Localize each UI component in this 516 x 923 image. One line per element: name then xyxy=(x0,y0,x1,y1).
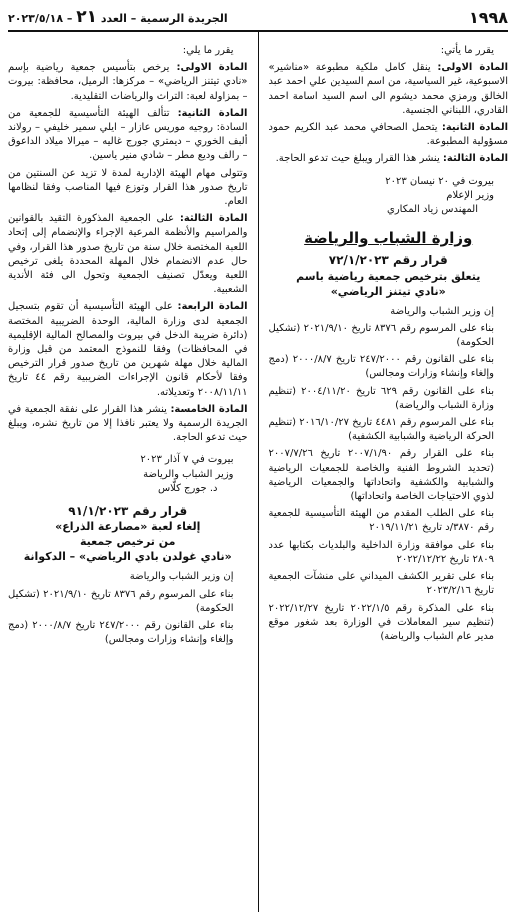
left-decree-sub-3: «نادي غولدن بادي الرياضي» – الدكوانة xyxy=(23,550,232,564)
right-basis-7: بناء على موافقة وزارة الداخلية والبلديات بكتابها عدد ٢٨٠٩ تاريخ ٢٠٢٢/١٢/٢٢ xyxy=(268,539,494,565)
right-place-date: بيروت في ٢٠ نيسان ٢٠٢٣ xyxy=(385,175,494,187)
page-number: ١٩٩٨ xyxy=(468,7,508,27)
left-art5-text: ينشر هذا القرار على نفقة الجمعية في الجريدة الرسمية ولا يعتبر نافذا إلا من تاريخ نشره، ويبلغ حيث تدعو الحاجة. xyxy=(8,403,248,444)
left-article-1 xyxy=(8,61,248,104)
right-art3-text: ينشر هذا القرار ويبلغ حيث تدعو الحاجة. xyxy=(275,153,440,165)
left-art5-label: المادة الخامسة: xyxy=(170,403,248,415)
left-art1-text: يرخص بتأسيس جمعية رياضية بإسم «نادي تيتنز الرياضي» – مركزها: الرميل، محافظة: بيروت – بمزاولة لعبة: التراث والرياضات التقليدية. xyxy=(8,62,248,102)
issue-date: – ٢٠٢٣/٥/١٨ xyxy=(8,12,73,25)
left-column xyxy=(8,32,254,912)
left-art4-label: المادة الرابعة: xyxy=(177,301,248,313)
left-place-date: بيروت في ٧ آذار ٢٠٢٣ xyxy=(140,454,234,466)
right-basis-1: بناء على المرسوم رقم ٨٣٧٦ تاريخ ٢٠٢١/٩/١٠ (تشكيل الحكومة) xyxy=(268,322,494,349)
left-article-5 xyxy=(8,403,248,446)
publication-name: الجريدة الرسمية – العدد xyxy=(100,12,228,25)
columns xyxy=(8,32,508,912)
left-minister-title: وزير الشباب والرياضة xyxy=(143,468,234,480)
right-opening: إن وزير الشباب والرياضة xyxy=(390,305,494,317)
right-intro: يقرر ما يأتي: xyxy=(440,45,494,56)
left-art1-label: المادة الاولى: xyxy=(176,62,248,74)
left-basis-2: بناء على القانون رقم ٢٤٧/٢٠٠٠ تاريخ ٢٠٠٠/٨/٧ (دمج وإلغاء وإنشاء وزارات ومجالس) xyxy=(8,619,234,646)
right-art1-label: المادة الاولى: xyxy=(437,62,508,74)
left-opening: إن وزير الشباب والرياضة xyxy=(129,571,234,583)
right-art2-text: يتحمل الصحافي محمد عبد الكريم حمود مسؤولية المطبوعة. xyxy=(268,122,508,148)
right-decree-sub-2: «نادي تيتنز الرياضي» xyxy=(330,284,446,298)
left-intro: يقرر ما يلي: xyxy=(182,45,234,56)
left-decree-title: قرار رقم ٩١/١/٢٠٢٣ xyxy=(68,504,188,519)
right-basis-2: بناء على القانون رقم ٢٤٧/٢٠٠٠ تاريخ ٢٠٠٠/٨/٧ (دمج وإلغاء وإنشاء وزارات ومجالس) xyxy=(268,354,494,380)
left-decree-sub-2: من ترخيص جمعية xyxy=(80,535,176,549)
right-column xyxy=(263,32,509,912)
left-art3-label: المادة الثالثة: xyxy=(179,213,248,225)
issue-number: ٢١ xyxy=(76,7,97,27)
ministry-heading: وزارة الشباب والرياضة xyxy=(304,229,473,248)
right-basis-5: بناء على القرار رقم ٢٠٠٧/١/٩٠ تاريخ ٢٠٠٧/٧/٢٦ (تحديد الشروط الفنية والخاصة للجمعيات الرياضية والشبابية والكشفية واتحاداتها والجمعيات الرياضية لذوي الاحتياجات الخاصة واتحاداتها) xyxy=(268,448,494,503)
left-art2-label: المادة الثانية: xyxy=(177,107,248,119)
header-publication-info xyxy=(8,7,228,27)
right-art3-label: المادة الثالثة: xyxy=(442,153,508,165)
right-article-2 xyxy=(269,121,509,149)
right-decree-title: قرار رقم ٧٢/١/٢٠٢٣ xyxy=(328,253,448,268)
left-art2-text: تتألف الهيئة التأسيسية للجمعية من السادة: روجيه موريس عازار – ايلي سمير خليفي – رولاند ألبف الخوري – ديمتري جورج غاليه – ميرالا ميلاد الداعوق – رالف وديع مطر – شادي منير ياسين. xyxy=(8,107,248,162)
page-header xyxy=(8,6,508,28)
left-minister-name: د. جورج كلّاس xyxy=(157,482,218,494)
left-article-4 xyxy=(8,300,248,399)
right-decree-sub-1: يتعلق بترخيص جمعية رياضية باسم xyxy=(296,269,481,283)
right-basis-4: بناء على المرسوم رقم ٤٤٨١ تاريخ ٢٠١٦/١٠/٢٧ (تنظيم الحركة الرياضية والشبابية الكشفية) xyxy=(268,417,494,443)
right-basis-6: بناء على الطلب المقدم من الهيئة التأسيسية للجمعية رقم ٣٨٧٠/د تاريخ ٢٠١٩/١١/٢١ xyxy=(268,508,494,534)
right-art1-text: ينقل كامل ملكية مطبوعة «مناشير» الاسبوعية، غير السياسية، من اسم السيدين علي احمد عبد الخالق ورمزي محمد ديشوم الى اسم السيد اسامة احمد القادري، اللبناني الجنسية. xyxy=(268,62,508,116)
left-article-2 xyxy=(8,107,248,164)
right-basis-9: بناء على المذكرة رقم ٢٠٢٢/١/٥ تاريخ ٢٠٢٢/١٢/٢٧ (تنظيم سير المعاملات في الوزارة بعد شغور موقع مدير عام الشباب والرياضة) xyxy=(268,602,494,642)
right-basis-8: بناء على تقرير الكشف الميداني على منشآت الجمعية تاريخ ٢٠٢٣/٢/١٦ xyxy=(268,571,494,597)
right-article-1 xyxy=(269,61,509,118)
right-art2-label: المادة الثانية: xyxy=(441,122,508,134)
right-minister-title: وزير الإعلام xyxy=(446,189,494,201)
left-art4-text: على الهيئة التأسيسية أن تقوم بتسجيل الجمعية لدى وزارة المالية، الوحدة الضريبية المختصة (دائرة ضريبة الدخل في بيروت والمصالح المالية الإقليمية في المحافظات) وفقا للنموذج المعتمد من قبل وزارة المالية خلال مهلة شهرين من تاريخ صدور قرار الترخيص وفقا لأحكام قانون الإجراءات الضريبية رقم ٤٤ تاريخ ٢٠٠٨/١١/١١ وتعديلاته. xyxy=(8,301,248,398)
left-decree-sub-1: إلغاء لعبة «مصارعة الذراع» xyxy=(55,520,201,534)
right-basis-3: بناء على القانون رقم ٦٢٩ تاريخ ٢٠٠٤/١١/٢٠ (تنظيم وزارة الشباب والرياضة) xyxy=(268,385,494,411)
left-article-3 xyxy=(8,212,248,297)
left-basis-1: بناء على المرسوم رقم ٨٣٧٦ تاريخ ٢٠٢١/٩/١٠ (تشكيل الحكومة) xyxy=(8,588,234,614)
right-minister-name: المهندس زياد المكاري xyxy=(387,204,478,216)
left-art3-text: على الجمعية المذكورة التقيد بالقوانين والمراسيم والأنظمة المرعية الإجراء والإنضمام إلى إتحاد اللعبة المختصة خلال سنة من تاريخ صدور هذا القرار، وفي حال عدم الانضمام خلال المهلة المحددة يلغى ترخيص اللعبة ويعدّل تصنيف الجمعية وتحول الى فئة الأندية الشعبية. xyxy=(8,213,248,296)
left-article-2-cont: وتتولى مهام الهيئة الإدارية لمدة لا تزيد عن السنتين من تاريخ صدور هذا القرار وتوزع فيها المناصب وفقا لنظامها العام. xyxy=(8,167,248,208)
right-article-3 xyxy=(269,152,509,166)
column-divider xyxy=(258,32,259,912)
